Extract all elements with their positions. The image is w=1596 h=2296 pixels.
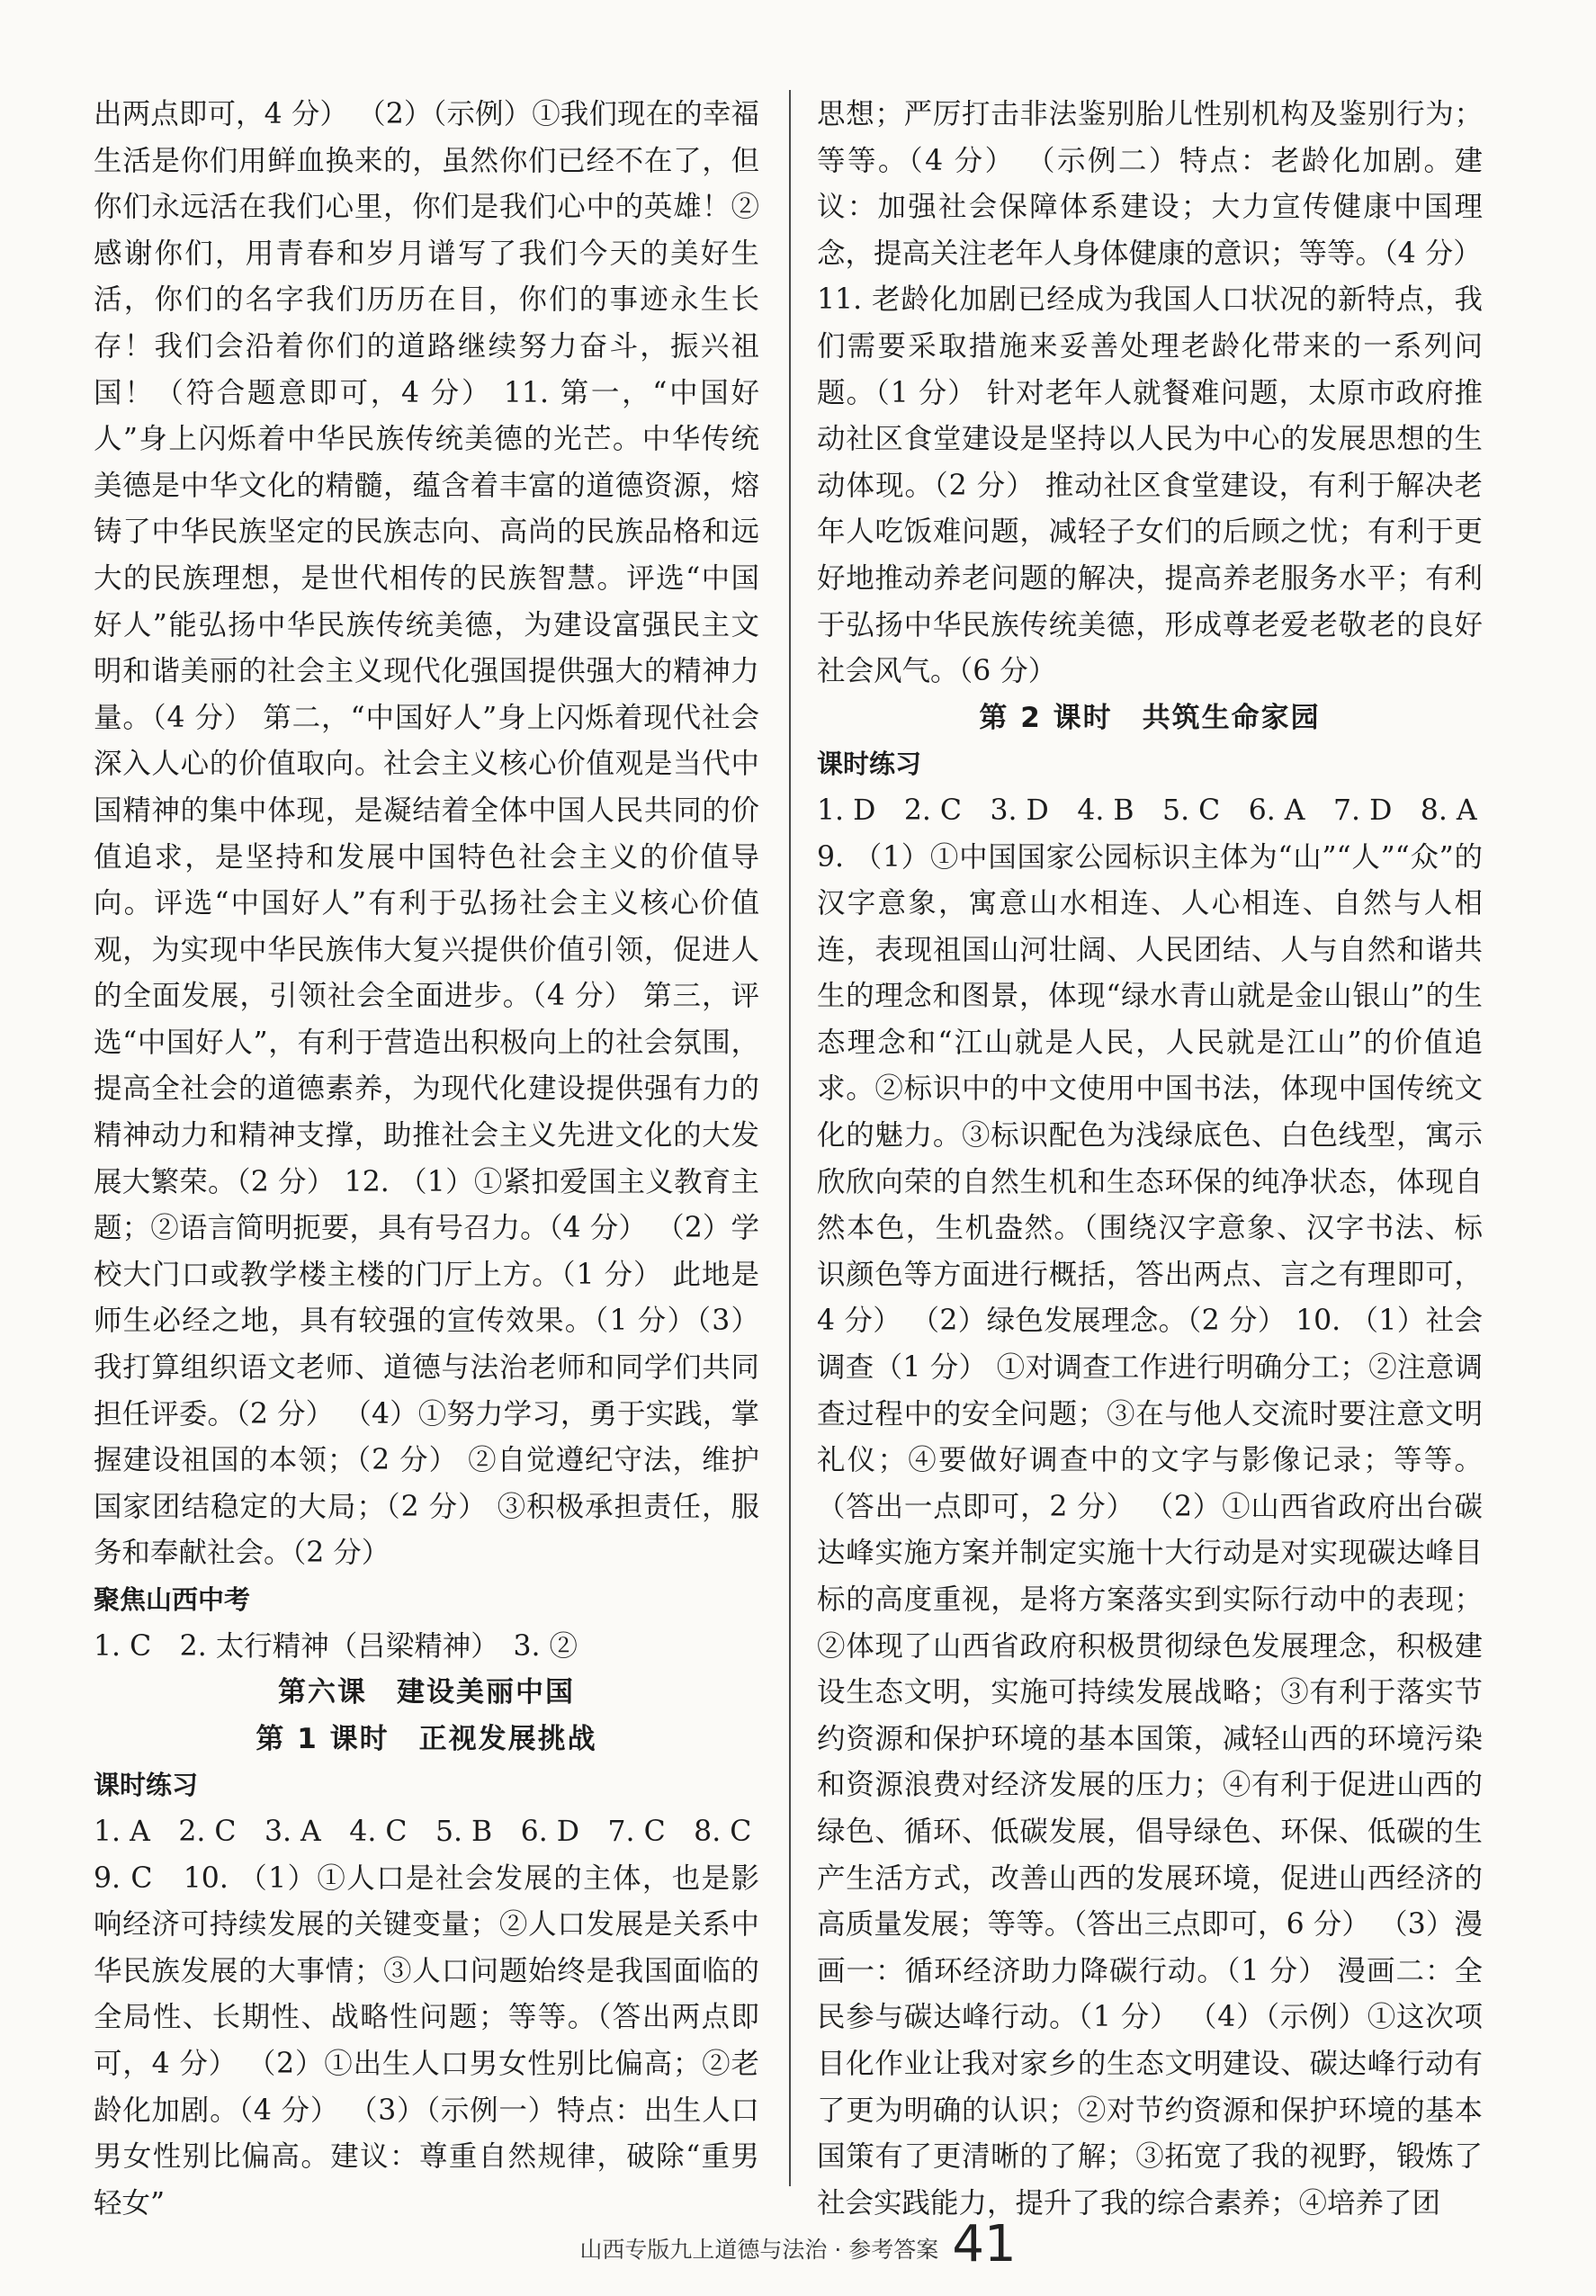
answer-line: 1. C 2. 太行精神（吕梁精神） 3. ② xyxy=(94,1629,578,1663)
section-heading-shanxi-exam: 聚焦山西中考 xyxy=(94,1584,251,1615)
answer-text-block: 11. 老龄化加剧已经成为我国人口状况的新特点，我们需要采取措施来妥善处理老龄化带来的一系列问题。（1 分） 针对老年人就餐难问题，太原市政府推动社区食堂建设是坚持以人民为中心的发展思想的生动体现。（2 分） 推动社区食堂建设，有利于解决老年人吃饭难问题，减轻子女们的后顾之忧；有利于更好地推动养老问题的解决，提高养老服务水平；有利于弘扬中华民族传统美德，形成尊老爱老敬老的良好社会风气。（6 分） xyxy=(817,283,1483,688)
right-column xyxy=(817,92,1483,2227)
page-footer xyxy=(0,2215,1596,2274)
lesson-subtitle: 第 2 课时 共筑生命家园 xyxy=(979,701,1321,734)
answer-text-block: 9. C 10. （1）①人口是社会发展的主体，也是影响经济可持续发展的关键变量；②人口发展是关系中华民族发展的大事情；③人口问题始终是我国面临的全局性、长期性、战略性问题；等等。（答出两点即可，4 分） （2）①出生人口男女性别比偏高；②老龄化加剧。（4 分） （3）（示例一）特点：出生人口男女性别比偏高。建议：尊重自然规律，破除“重男轻女” xyxy=(94,1861,759,2220)
answer-line: 1. D 2. C 3. D 4. B 5. C 6. A 7. D 8. A xyxy=(817,794,1477,827)
lesson-title: 第六课 建设美丽中国 xyxy=(278,1676,575,1709)
column-divider xyxy=(789,90,791,2186)
section-heading-practice: 课时练习 xyxy=(817,749,922,780)
answer-text-block: 9. （1）①中国国家公园标识主体为“山”“人”“众”的汉字意象，寓意山水相连、人心相连、自然与人相连，表现祖国山河壮阔、人民团结、人与自然和谐共生的理念和图景，体现“绿水青山就是金山银山”的生态理念和“江山就是人民，人民就是江山”的价值追求。②标识中的中文使用中国书法，体现中国传统文化的魅力。③标识配色为浅绿底色、白色线型，寓示欣欣向荣的自然生机和生态环保的纯净状态，体现自然本色，生机盎然。（围绕汉字意象、汉字书法、标识颜色等方面进行概括，答出两点、言之有理即可，4 分） （2）绿色发展理念。（2 分） 10. （1）社会调查（1 分） ①对调查工作进行明确分工；②注意调查过程中的安全问题；③在与他人交流时要注意文明礼仪；④要做好调查中的文字与影像记录；等等。（答出一点即可，2 分） （2）①山西省政府出台碳达峰实施方案并制定实施十大行动是对实现碳达峰目标的高度重视，是将方案落实到实际行动中的表现；②体现了山西省政府积极贯彻绿色发展理念，积极建设生态文明，实施可持续发展战略；③有利于落实节约资源和保护环境的基本国策，减轻山西的环境污染和资源浪费对经济发展的压力；④有利于促进山西的绿色、循环、低碳发展，倡导绿色、环保、低碳的生产生活方式，改善山西的发展环境，促进山西经济的高质量发展；等等。（答出三点即可，6 分） （3）漫画一：循环经济助力降碳行动。（1 分） 漫画二：全民参与碳达峰行动。（1 分） （4）（示例）①这次项目化作业让我对家乡的生态文明建设、碳达峰行动有了更为明确的认识；②对节约资源和保护环境的基本国策有了更清晰的了解；③拓宽了我的视野，锻炼了社会实践能力，提升了我的综合素养；④培养了团 xyxy=(817,840,1483,2220)
answer-line: 1. A 2. C 3. A 4. C 5. B 6. D 7. C 8. C xyxy=(94,1815,752,1848)
footer-text: 山西专版九上道德与法治 · 参考答案 xyxy=(579,2237,939,2263)
left-column xyxy=(94,92,759,2227)
answer-text-block: 思想；严厉打击非法鉴别胎儿性别机构及鉴别行为；等等。（4 分） （示例二）特点：老龄化加剧。建议：加强社会保障体系建设；大力宣传健康中国理念，提高关注老年人身体健康的意识；等等。（4 分） xyxy=(817,98,1483,270)
answer-text-block: 出两点即可，4 分） （2）（示例）①我们现在的幸福生活是你们用鲜血换来的，虽然你们已经不在了，但你们永远活在我们心里，你们是我们心中的英雄！②感谢你们，用青春和岁月谱写了我们今天的美好生活，你们的名字我们历历在目，你们的事迹永生长存！我们会沿着你们的道路继续努力奋斗，振兴祖国！（符合题意即可，4 分） 11. 第一，“中国好人”身上闪烁着中华民族传统美德的光芒。中华传统美德是中华文化的精髓，蕴含着丰富的道德资源，熔铸了中华民族坚定的民族志向、高尚的民族品格和远大的民族理想，是世代相传的民族智慧。评选“中国好人”能弘扬中华民族传统美德，为建设富强民主文明和谐美丽的社会主义现代化强国提供强大的精神力量。（4 分） 第二，“中国好人”身上闪烁着现代社会深入人心的价值取向。社会主义核心价值观是当代中国精神的集中体现，是凝结着全体中国人民共同的价值追求，是坚持和发展中国特色社会主义的价值导向。评选“中国好人”有利于弘扬社会主义核心价值观，为实现中华民族伟大复兴提供价值引领，促进人的全面发展，引领社会全面进步。（4 分） 第三，评选“中国好人”，有利于营造出积极向上的社会氛围，提高全社会的道德素养，为现代化建设提供强有力的精神动力和精神支撑，助推社会主义先进文化的大发展大繁荣。（2 分） 12. （1）①紧扣爱国主义教育主题；②语言简明扼要，具有号召力。（4 分） （2）学校大门口或教学楼主楼的门厅上方。（1 分） 此地是师生必经之地，具有较强的宣传效果。（1 分）（3）我打算组织语文老师、道德与法治老师和同学们共同担任评委。（2 分） （4）①努力学习，勇于实践，掌握建设祖国的本领；（2 分） ②自觉遵纪守法，维护国家团结稳定的大局；（2 分） ③积极承担责任，服务和奉献社会。（2 分） xyxy=(94,98,759,1570)
lesson-subtitle: 第 1 课时 正视发展挑战 xyxy=(256,1722,597,1755)
page-number: 41 xyxy=(952,2215,1017,2274)
section-heading-practice: 课时练习 xyxy=(94,1770,199,1801)
